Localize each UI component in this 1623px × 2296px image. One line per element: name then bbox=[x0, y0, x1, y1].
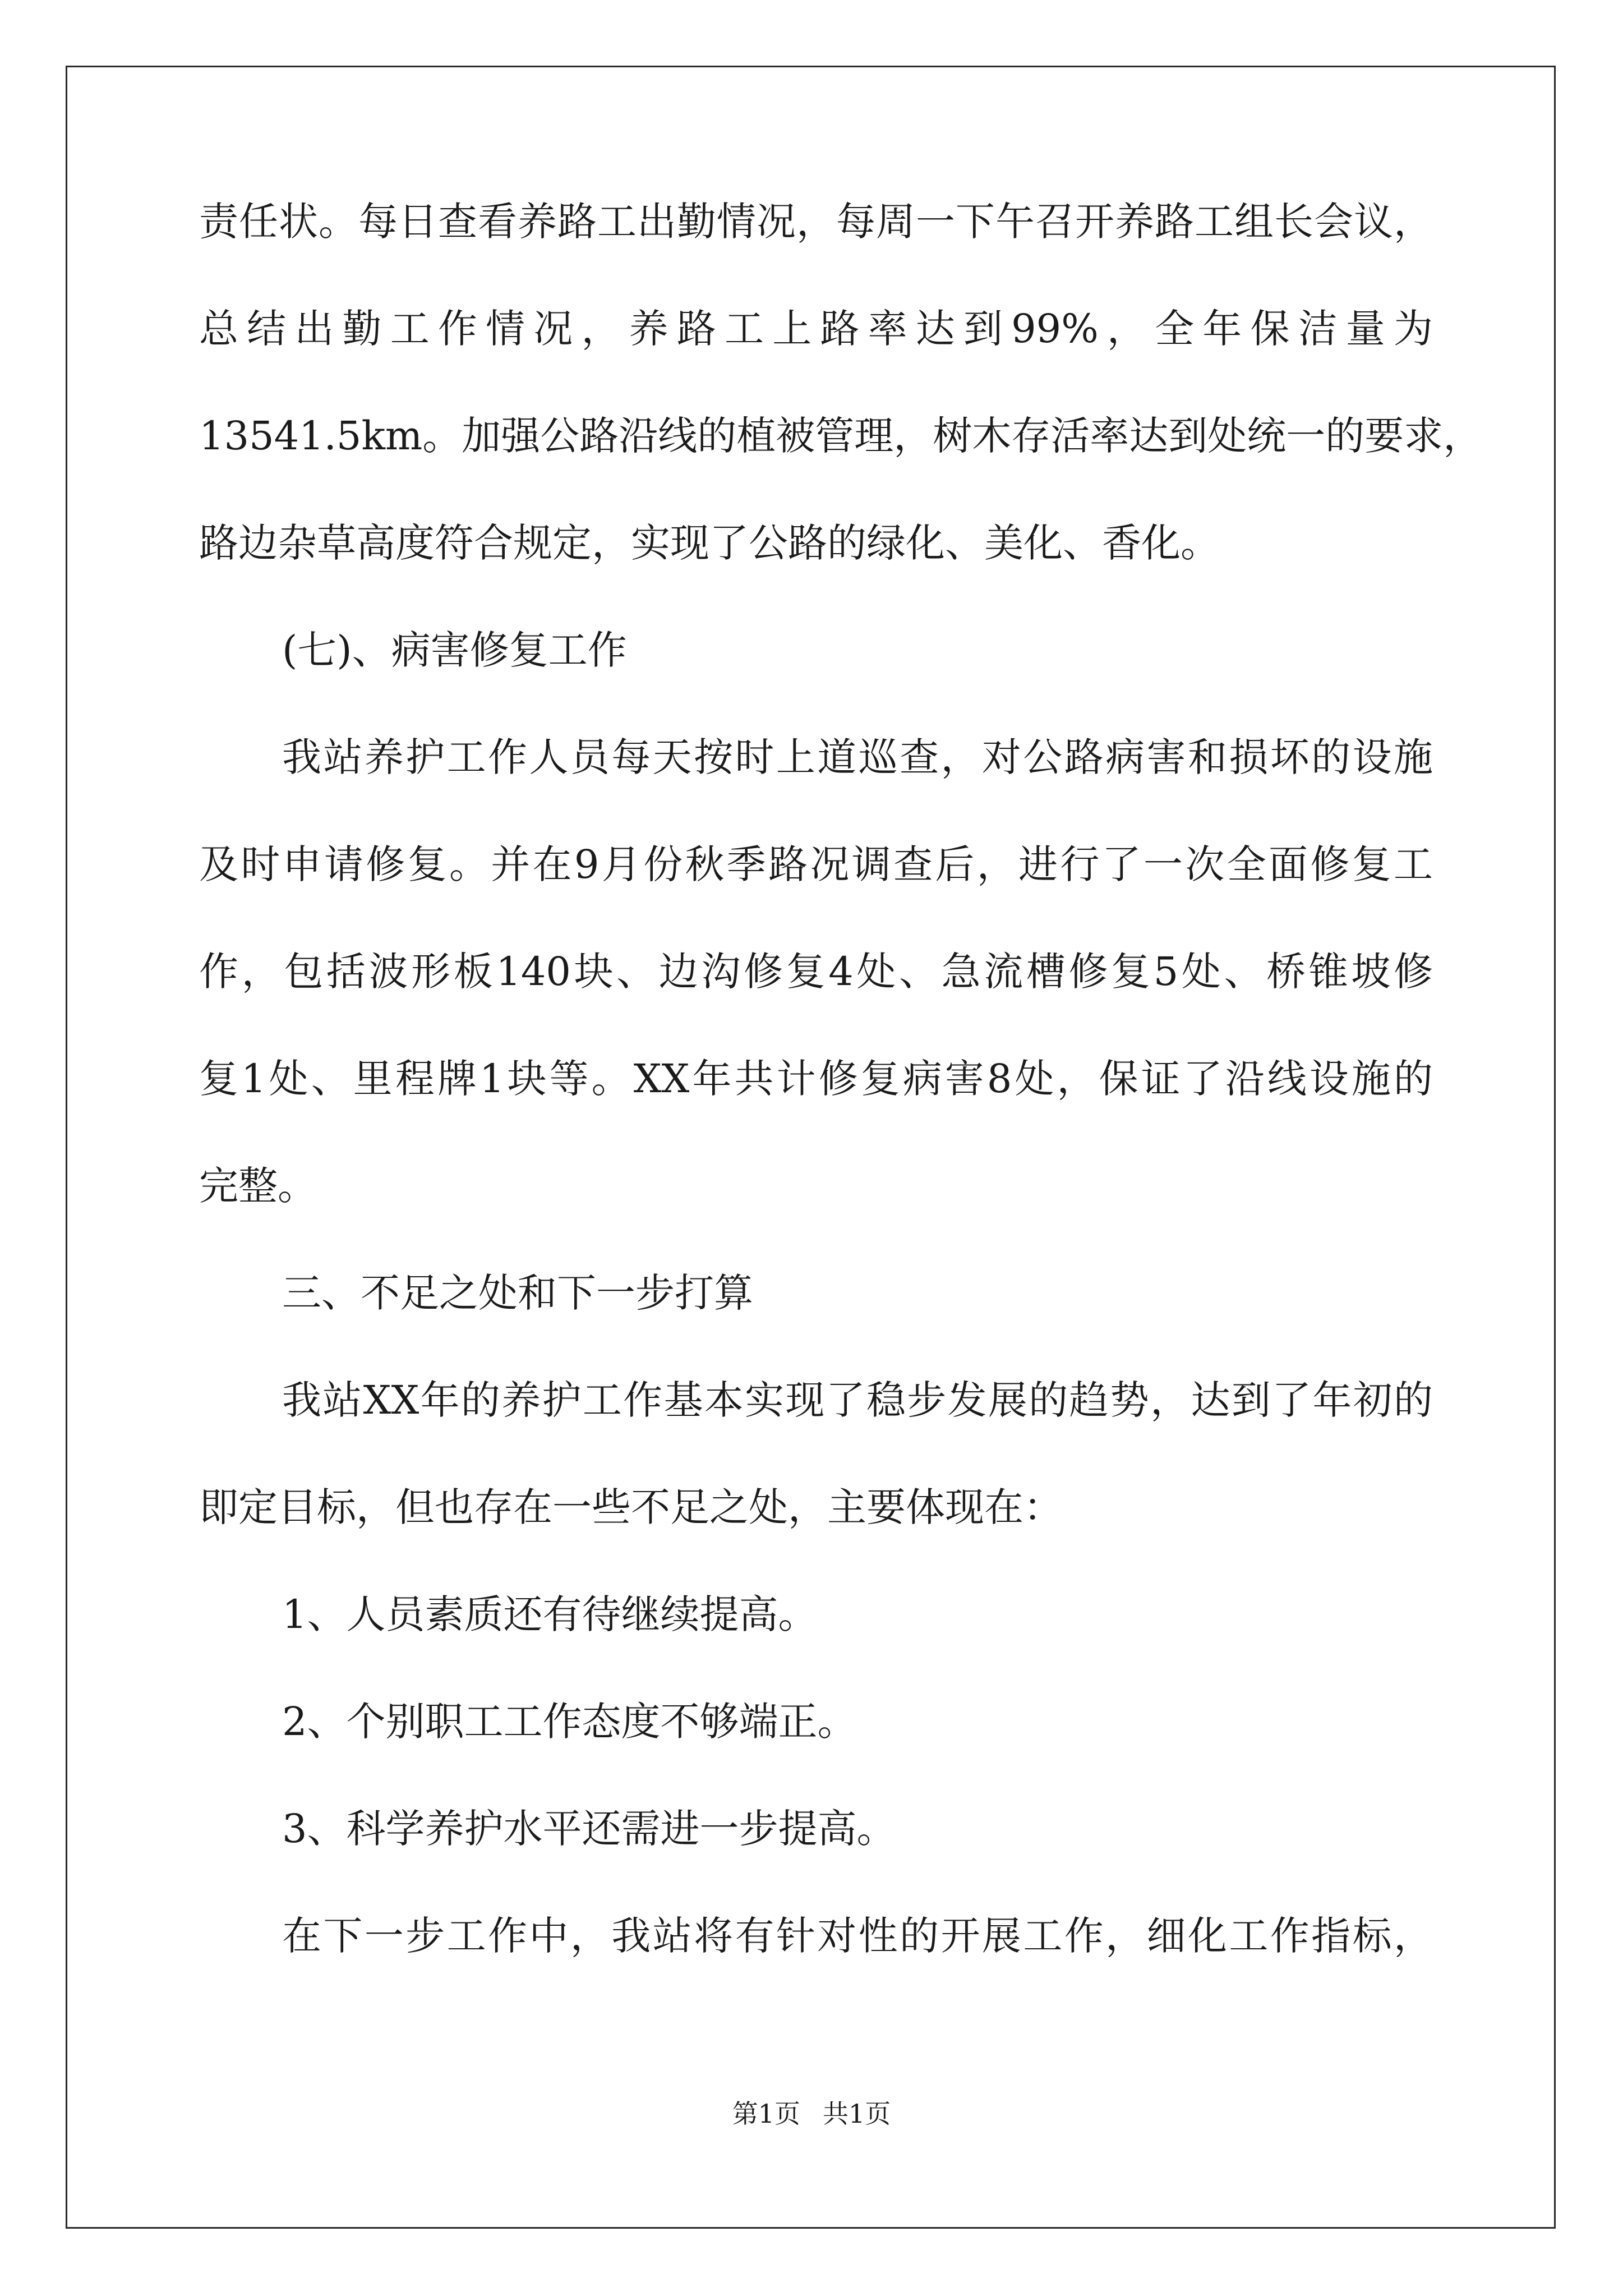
text-line: 我站XX年的养护工作基本实现了稳步发展的趋势，达到了年初的 bbox=[282, 1377, 1433, 1423]
text-line: 总结出勤工作情况，养路工上路率达到99%，全年保洁量为 bbox=[199, 306, 1433, 352]
text-line: 复1处、里程牌1块等。XX年共计修复病害8处，保证了沿线设施的 bbox=[199, 1056, 1433, 1102]
page-count: 共1页 bbox=[823, 2099, 891, 2129]
section-heading: 三、不足之处和下一步打算 bbox=[282, 1270, 753, 1316]
section-heading: (七)、病害修复工作 bbox=[282, 627, 627, 673]
text-line: 13541.5km。加强公路沿线的植被管理，树木存活率达到处统一的要求， bbox=[199, 413, 1483, 459]
page-footer bbox=[0, 2101, 1623, 2127]
list-item: 3、科学养护水平还需进一步提高。 bbox=[282, 1806, 896, 1852]
text-line: 及时申请修复。并在9月份秋季路况调查后，进行了一次全面修复工 bbox=[199, 841, 1433, 887]
list-item: 2、个别职工工作态度不够端正。 bbox=[282, 1699, 857, 1745]
text-line: 在下一步工作中，我站将有针对性的开展工作，细化工作指标， bbox=[282, 1913, 1433, 1959]
text-line: 责任状。每日查看养路工出勤情况，每周一下午召开养路工组长会议， bbox=[199, 199, 1433, 245]
text-line: 即定目标，但也存在一些不足之处，主要体现在： bbox=[199, 1484, 1063, 1530]
list-item: 1、人员素质还有待继续提高。 bbox=[282, 1591, 818, 1637]
text-line: 我站养护工作人员每天按时上道巡查，对公路病害和损坏的设施 bbox=[282, 734, 1433, 780]
text-line: 路边杂草高度符合规定，实现了公路的绿化、美化、香化。 bbox=[199, 520, 1220, 566]
document-body bbox=[199, 199, 1483, 2023]
text-line: 作，包括波形板140块、边沟修复4处、急流槽修复5处、桥锥坡修 bbox=[199, 949, 1433, 995]
page-number: 第1页 bbox=[732, 2099, 800, 2129]
text-line: 完整。 bbox=[199, 1163, 317, 1209]
